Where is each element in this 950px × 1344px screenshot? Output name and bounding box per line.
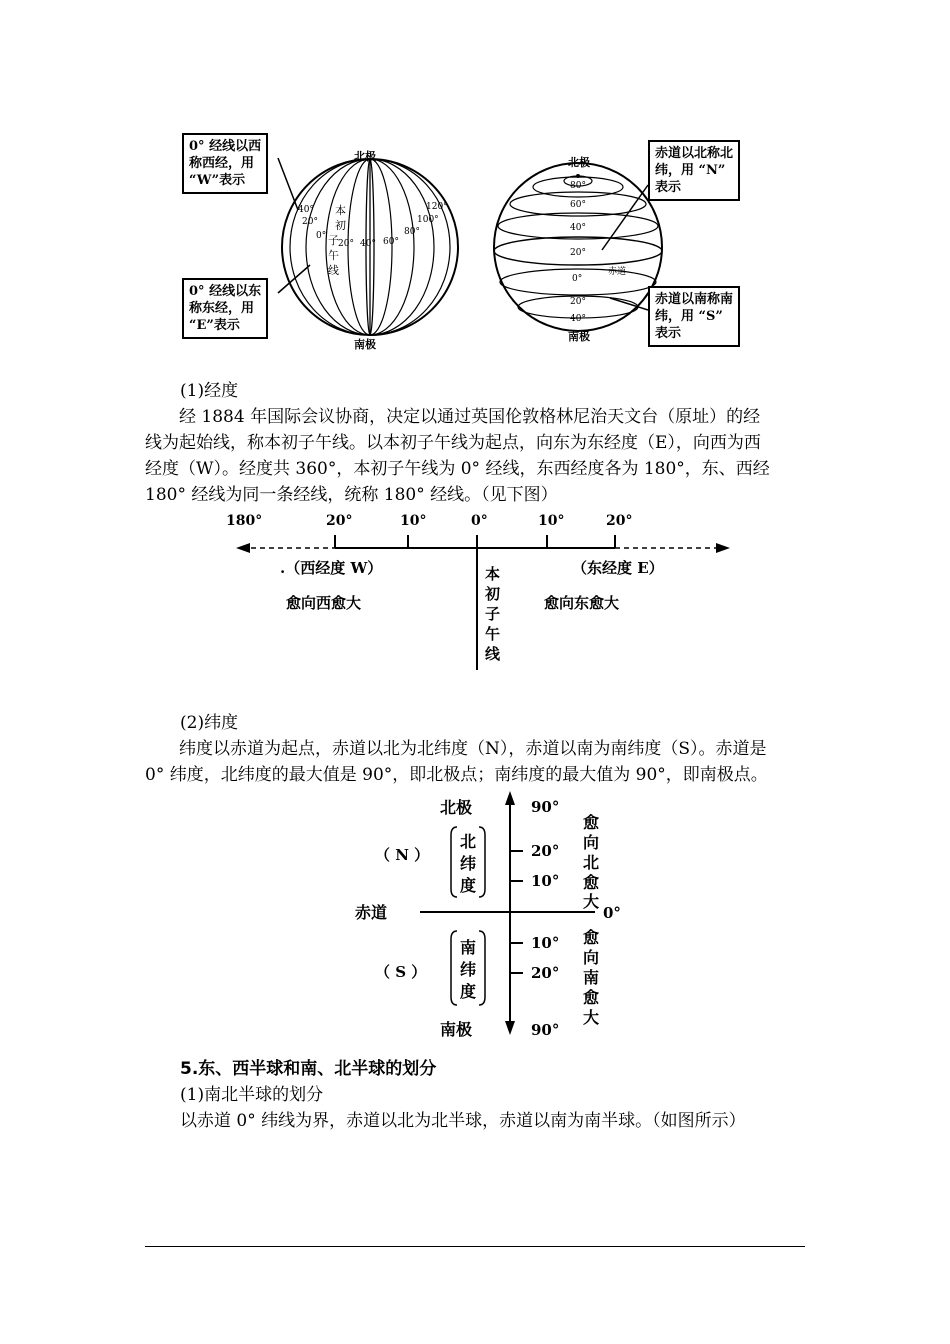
callout-south-latitude: 赤道以南称南 纬，用 “S” 表示 bbox=[648, 286, 740, 347]
north-note-4: 愈 bbox=[583, 873, 600, 892]
left-pm-4: 午 bbox=[328, 249, 339, 262]
north-name-1: 北 bbox=[460, 832, 477, 851]
left-east-tick-20: 20° bbox=[338, 239, 354, 249]
longitude-line-4: 180° 经线为同一条经线，统称 180° 经线。（见下图） bbox=[145, 485, 558, 505]
longitude-globe bbox=[278, 149, 458, 351]
lon-tick-w10: 10° bbox=[400, 513, 427, 529]
east-note: 愈向东愈大 bbox=[544, 594, 620, 612]
lon-tick-180: 180° bbox=[226, 513, 263, 529]
left-pm-1: 本 bbox=[335, 204, 346, 217]
latitude-globe bbox=[494, 155, 662, 343]
south-note-5: 大 bbox=[583, 1008, 600, 1027]
right-lat-40: 40° bbox=[570, 223, 586, 233]
west-longitude-label: .（西经度 W） bbox=[280, 559, 383, 577]
left-east-tick-80: 80° bbox=[404, 227, 420, 237]
lon-tick-0: 0° bbox=[471, 513, 488, 529]
section5-text: 以赤道 0° 纬线为界，赤道以北为北半球，赤道以南为南半球。（如图所示） bbox=[180, 1111, 746, 1131]
latitude-diagram bbox=[345, 785, 645, 1045]
north-note-3: 北 bbox=[583, 853, 600, 872]
right-north-pole-label: 北极 bbox=[568, 156, 590, 169]
right-lat-80: 80° bbox=[570, 181, 586, 191]
left-south-pole-label: 南极 bbox=[354, 338, 376, 351]
left-west-tick-0: 0° bbox=[316, 231, 327, 241]
right-equator-label: 赤道 bbox=[608, 267, 627, 277]
east-longitude-label: （东经度 E） bbox=[572, 559, 664, 577]
latitude-heading: (2)纬度 bbox=[180, 713, 239, 733]
left-pm-5: 线 bbox=[328, 264, 339, 277]
north-name-2: 纬 bbox=[460, 854, 477, 873]
longitude-diagram-svg bbox=[220, 505, 740, 675]
longitude-paragraph bbox=[145, 404, 810, 508]
equator-label: 赤道 bbox=[355, 903, 388, 922]
south-note-4: 愈 bbox=[583, 988, 600, 1007]
left-pm-3: 子 bbox=[328, 234, 339, 247]
lon-pm-5: 线 bbox=[485, 645, 501, 663]
left-east-tick-120: 120° bbox=[426, 202, 448, 212]
left-west-tick-20: 20° bbox=[302, 217, 318, 227]
callout-west-longitude: 0° 经线以西 称西经，用 “W”表示 bbox=[182, 133, 268, 194]
south-pole-label: 南极 bbox=[440, 1020, 473, 1039]
lon-tick-e10: 10° bbox=[538, 513, 565, 529]
longitude-heading: (1)经度 bbox=[180, 381, 239, 401]
left-pm-2: 初 bbox=[335, 219, 346, 232]
right-lat-60: 60° bbox=[570, 200, 586, 210]
right-lat-s20: 20° bbox=[570, 297, 586, 307]
left-east-tick-40: 40° bbox=[360, 239, 376, 249]
right-lat-20: 20° bbox=[570, 248, 586, 258]
north-note-2: 向 bbox=[583, 833, 600, 852]
left-north-pole-label: 北极 bbox=[354, 150, 376, 163]
longitude-line-1: 经 1884 年国际会议协商，决定以通过英国伦敦格林尼治天文台（原址）的经 bbox=[179, 407, 761, 427]
lat-tick-n10: 10° bbox=[531, 872, 560, 890]
south-name-2: 纬 bbox=[460, 960, 477, 979]
lat-tick-s10: 10° bbox=[531, 934, 560, 952]
lat-tick-n20: 20° bbox=[531, 842, 560, 860]
lon-pm-2: 初 bbox=[485, 585, 501, 603]
north-name-3: 度 bbox=[460, 876, 477, 895]
south-name-1: 南 bbox=[460, 938, 477, 957]
section5-title: 5.东、西半球和南、北半球的划分 bbox=[180, 1059, 437, 1079]
south-code: （ S ） bbox=[375, 963, 427, 981]
left-east-tick-60: 60° bbox=[383, 237, 399, 247]
left-west-tick-40: 40° bbox=[298, 205, 314, 215]
latitude-paragraph bbox=[145, 736, 810, 788]
north-code: （ N ） bbox=[375, 846, 430, 864]
lon-tick-e20: 20° bbox=[606, 513, 633, 529]
longitude-line-2: 线为起始线，称本初子午线。以本初子午线为起点，向东为东经度（E），向西为西 bbox=[145, 433, 761, 453]
section5-subheading: (1)南北半球的划分 bbox=[180, 1085, 324, 1105]
south-note-3: 南 bbox=[583, 968, 600, 987]
north-note-1: 愈 bbox=[583, 813, 600, 832]
callout-north-latitude: 赤道以北称北 纬，用 “N” 表示 bbox=[648, 140, 740, 201]
south-note-1: 愈 bbox=[583, 928, 600, 947]
right-south-pole-label: 南极 bbox=[568, 330, 590, 343]
lat-tick-n90: 90° bbox=[531, 798, 560, 816]
latitude-line-1: 纬度以赤道为起点，赤道以北为北纬度（N），赤道以南为南纬度（S）。赤道是 bbox=[179, 739, 767, 759]
lon-pm-4: 午 bbox=[485, 625, 501, 643]
north-note-5: 大 bbox=[583, 892, 600, 911]
callout-east-longitude: 0° 经线以东 称东经，用 “E”表示 bbox=[182, 278, 268, 339]
lat-tick-zero: 0° bbox=[603, 904, 621, 922]
latitude-diagram-svg bbox=[345, 785, 645, 1045]
right-lat-0: 0° bbox=[572, 274, 583, 284]
footer-rule bbox=[145, 1246, 805, 1247]
north-pole-label: 北极 bbox=[440, 798, 473, 817]
south-name-3: 度 bbox=[460, 982, 477, 1001]
lat-tick-s20: 20° bbox=[531, 964, 560, 982]
left-east-tick-100: 100° bbox=[417, 215, 439, 225]
lon-pm-1: 本 bbox=[485, 565, 501, 583]
south-note-2: 向 bbox=[583, 948, 600, 967]
lon-tick-w20: 20° bbox=[326, 513, 353, 529]
right-lat-s40: 40° bbox=[570, 314, 586, 324]
lat-tick-s90: 90° bbox=[531, 1021, 560, 1039]
latitude-line-2: 0° 纬度，北纬度的最大值是 90°，即北极点；南纬度的最大值为 90°，即南极点。 bbox=[145, 765, 768, 785]
longitude-line-3: 经度（W）。经度共 360°，本初子午线为 0° 经线，东西经度各为 180°，东、西经 bbox=[145, 459, 770, 479]
west-note: 愈向西愈大 bbox=[286, 594, 362, 612]
lon-pm-3: 子 bbox=[485, 605, 501, 623]
longitude-diagram bbox=[220, 505, 740, 675]
